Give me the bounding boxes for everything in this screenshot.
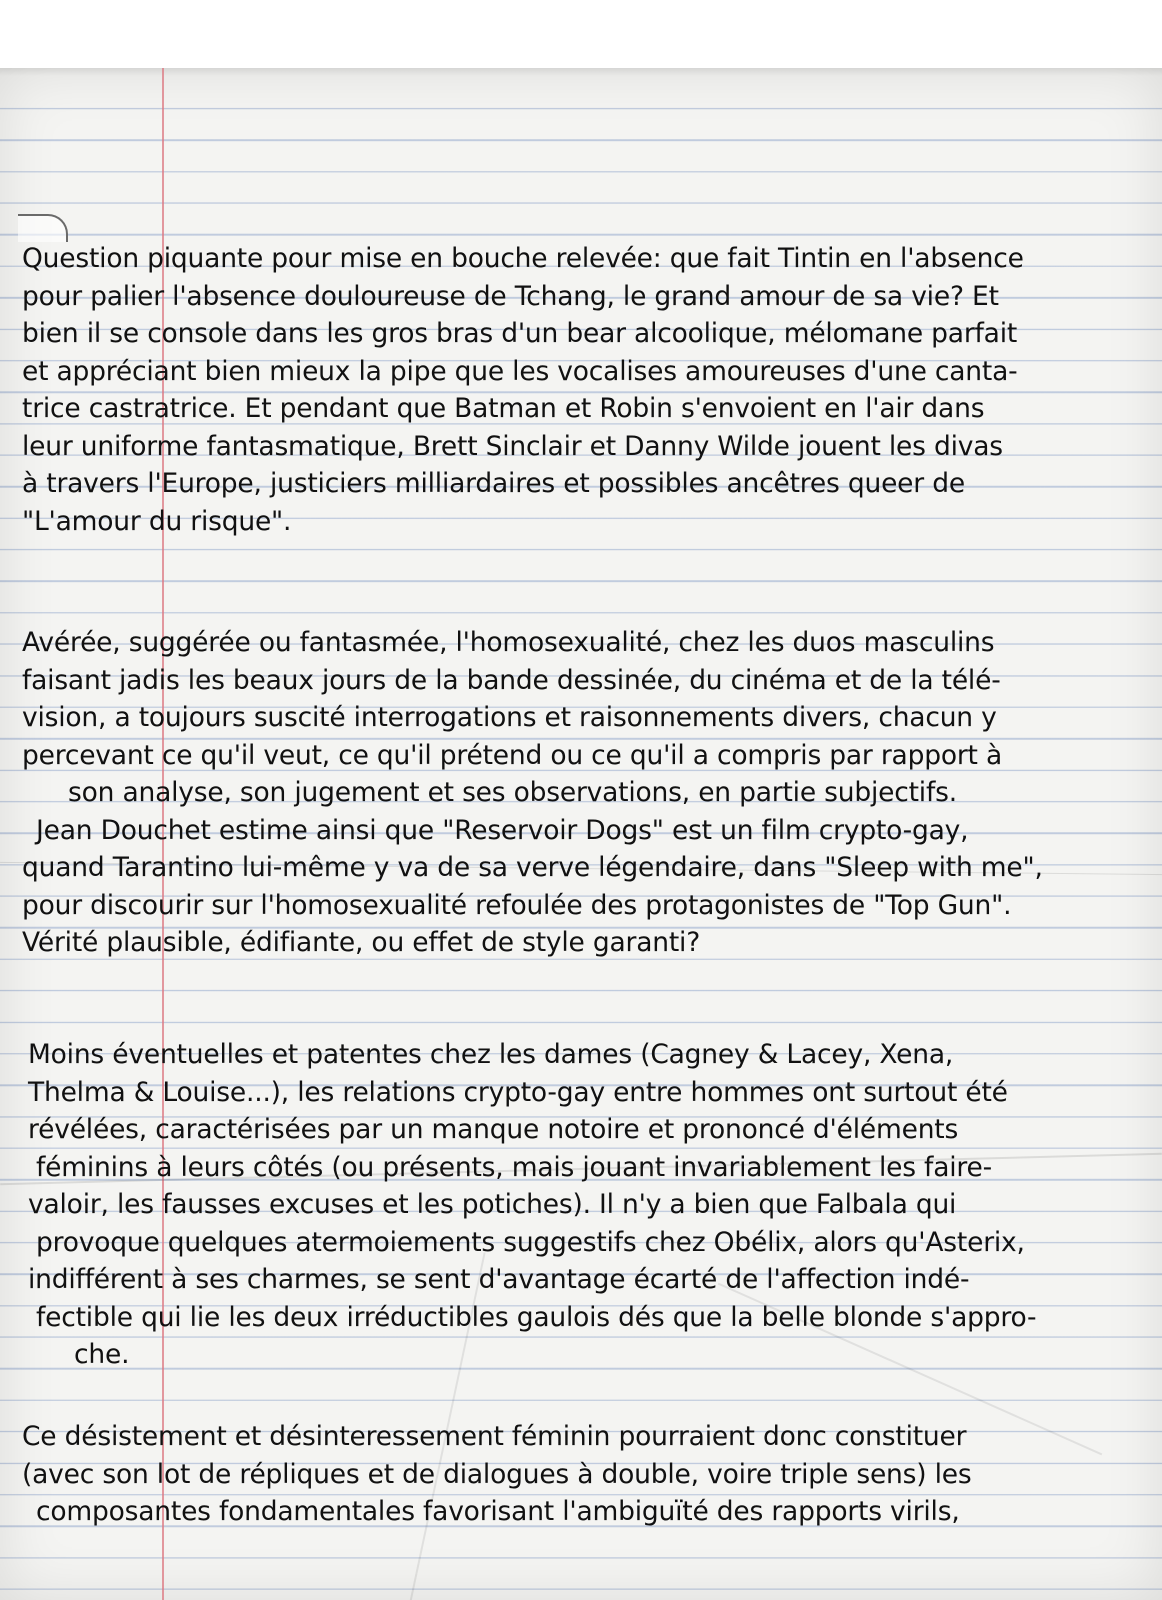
paragraph-1 bbox=[22, 240, 1140, 540]
text-line: Thelma & Louise...), les relations crypto-gay entre hommes ont surtout été bbox=[28, 1076, 1008, 1108]
text-line: composantes fondamentales favorisant l'ambiguïté des rapports virils, bbox=[36, 1496, 960, 1527]
text-line: Moins éventuelles et patentes chez les dames (Cagney & Lacey, Xena, bbox=[28, 1039, 954, 1070]
text-line: "L'amour du risque". bbox=[22, 505, 292, 537]
text-line: féminins à leurs côtés (ou présents, mais jouant invariablement les faire- bbox=[36, 1151, 992, 1183]
text-line: révélées, caractérisées par un manque notoire et prononcé d'éléments bbox=[28, 1114, 959, 1145]
text-line: Jean Douchet estime ainsi que "Reservoir Dogs" est un film crypto-gay, bbox=[36, 814, 969, 846]
text-line: et appréciant bien mieux la pipe que les vocalises amoureuses d'une canta- bbox=[22, 355, 1018, 387]
text-line: Ce désistement et désinteressement féminin pourraient donc constituer bbox=[22, 1421, 967, 1452]
paragraph-2 bbox=[22, 624, 1140, 962]
text-line: trice castratrice. Et pendant que Batman et Robin s'envoient en l'air dans bbox=[22, 393, 985, 424]
text-line: che. bbox=[74, 1339, 130, 1370]
text-line: son analyse, son jugement et ses observations, en partie subjectifs. bbox=[68, 777, 957, 808]
paper-top-edge bbox=[0, 68, 1162, 76]
text-line: vision, a toujours suscité interrogations et raisonnements divers, chacun y bbox=[22, 702, 997, 733]
torn-corner-mark bbox=[18, 214, 68, 242]
text-line: faisant jadis les beaux jours de la bande dessinée, du cinéma et de la télé- bbox=[22, 664, 1001, 696]
text-line: fectible qui lie les deux irréductibles gaulois dés que la belle blonde s'appro- bbox=[36, 1301, 1037, 1333]
text-line: quand Tarantino lui-même y va de sa verve légendaire, dans "Sleep with me", bbox=[22, 852, 1043, 883]
text-line: pour palier l'absence douloureuse de Tchang, le grand amour de sa vie? Et bbox=[22, 280, 999, 312]
text-line: Question piquante pour mise en bouche relevée: que fait Tintin en l'absence bbox=[22, 243, 1024, 274]
paragraph-4 bbox=[22, 1418, 1140, 1531]
text-line: valoir, les fausses excuses et les potiches). Il n'y a bien que Falbala qui bbox=[28, 1189, 957, 1220]
text-line: bien il se console dans les gros bras d'un bear alcoolique, mélomane parfait bbox=[22, 318, 1018, 349]
text-line: indifférent à ses charmes, se sent d'avantage écarté de l'affection indé- bbox=[28, 1264, 970, 1295]
text-line: à travers l'Europe, justiciers milliardaires et possibles ancêtres queer de bbox=[22, 468, 965, 499]
text-line: (avec son lot de répliques et de dialogues à double, voire triple sens) les bbox=[22, 1458, 972, 1490]
text-line: pour discourir sur l'homosexualité refoulée des protagonistes de "Top Gun". bbox=[22, 889, 1012, 921]
paragraph-3 bbox=[22, 1036, 1140, 1374]
text-line: provoque quelques atermoiements suggestifs chez Obélix, alors qu'Asterix, bbox=[36, 1226, 1025, 1258]
text-line: leur uniforme fantasmatique, Brett Sinclair et Danny Wilde jouent les divas bbox=[22, 430, 1003, 462]
text-line: Vérité plausible, édifiante, ou effet de style garanti? bbox=[22, 927, 701, 958]
text-line: percevant ce qu'il veut, ce qu'il prétend ou ce qu'il a compris par rapport à bbox=[22, 739, 1002, 771]
text-line: Avérée, suggérée ou fantasmée, l'homosexualité, chez les duos masculins bbox=[22, 627, 995, 658]
